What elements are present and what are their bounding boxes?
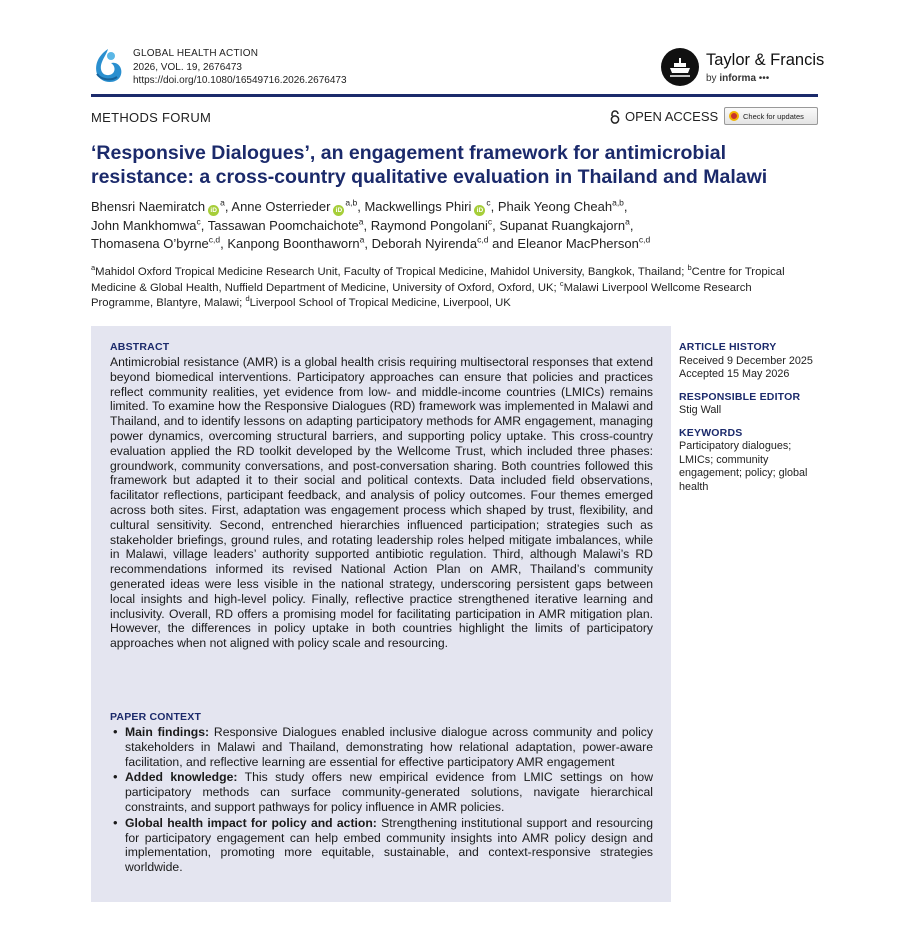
open-access-badge xyxy=(610,109,718,124)
journal-header xyxy=(91,45,825,93)
author-name[interactable]: Anne Osterrieder xyxy=(231,199,331,214)
publisher-emblem-icon xyxy=(661,48,699,86)
article-title: ‘Responsive Dialogues’, an engagement framework for antimicrobial resistance: a cross-country qualitative evaluation in Thailand and Malawi xyxy=(91,142,768,188)
list-item xyxy=(110,725,653,769)
publisher-logo[interactable] xyxy=(661,48,825,90)
check-updates-button[interactable] xyxy=(724,107,818,125)
abstract-box xyxy=(91,326,671,902)
publisher-dots: ••• xyxy=(758,73,770,84)
author-name[interactable]: Tassawan Poomchaichote xyxy=(207,217,359,233)
author-affiliation: c xyxy=(486,197,491,208)
list-item xyxy=(110,770,653,814)
author-affiliation: a xyxy=(220,197,225,208)
keywords-text: Participatory dialogues; LMICs; community engagement; policy; global health xyxy=(679,440,808,493)
context-item-text: Responsive Dialogues enabled inclusive dialogue across community and policy stakeholders in Malawi and Thailand, demonstrating how relational adaptation, power-aware facilitation, and reflective learning are essential for effective participatory AMR engagement xyxy=(125,725,653,769)
orcid-icon[interactable]: iD xyxy=(208,205,219,216)
editor-heading: RESPONSIBLE EDITOR xyxy=(679,390,801,403)
open-lock-icon xyxy=(610,110,620,124)
affiliation-text: Centre for Tropical Medicine & Global Health, Nuffield Department of Medicine, University of Oxford, Oxford, UK; xyxy=(91,266,785,294)
history-heading: ARTICLE HISTORY xyxy=(679,341,777,353)
author-name[interactable]: John Mankhomwa xyxy=(91,217,197,233)
keywords xyxy=(679,427,819,495)
paper-context-heading: PAPER CONTEXT xyxy=(110,711,202,723)
publisher-byline xyxy=(706,73,769,84)
context-item-label: Added knowledge: xyxy=(125,770,238,785)
editor-name: Stig Wall xyxy=(679,404,722,416)
context-item-label: Global health impact for policy and action: xyxy=(125,815,377,830)
journal-name: GLOBAL HEALTH ACTION xyxy=(133,48,259,59)
author-name[interactable]: Supanat Ruangkajorn xyxy=(499,217,626,233)
affiliation-text: Liverpool School of Tropical Medicine, Liverpool, UK xyxy=(249,297,511,309)
author-name[interactable]: Raymond Pongolani xyxy=(370,217,488,233)
orcid-icon[interactable]: iD xyxy=(333,205,344,216)
author-affiliation: a xyxy=(359,234,365,245)
author-name[interactable]: Eleanor MacPherson xyxy=(517,236,639,251)
author-affiliation: a,b xyxy=(345,197,358,208)
publisher-name: Taylor & Francis xyxy=(706,51,825,69)
doi-link[interactable]: https://doi.org/10.1080/16549716.2026.2676473 xyxy=(133,75,347,86)
received-date: Received 9 December 2025 xyxy=(679,354,813,367)
affiliation-marker: c xyxy=(559,278,564,288)
author-name[interactable]: Thomasena O’byrne xyxy=(91,236,209,251)
article-history xyxy=(679,341,819,382)
context-item-text: Strengthening institutional support and resourcing for participatory engagement can help embed community insights into AMR policy design and implementation, promoting more equitable, sustainable, and context-responsive strategies worldwide. xyxy=(125,815,653,875)
orcid-icon[interactable]: iD xyxy=(474,205,485,216)
author-affiliation: a,b xyxy=(612,197,624,208)
keywords-heading: KEYWORDS xyxy=(679,426,743,439)
affiliation-text: Malawi Liverpool Wellcome Research Programme, Blantyre, Malawi; xyxy=(91,281,752,309)
check-updates-label: Check for updates xyxy=(743,111,804,121)
accepted-date: Accepted 15 May 2026 xyxy=(679,368,790,380)
author-affiliation: c xyxy=(196,216,201,227)
paper-context-list xyxy=(110,725,653,876)
context-item-text: This study offers new empirical evidence from LMIC settings on how participatory methods can surface community-generated solutions, navigate hierarchical constraints, and support pathways for policy influence in AMR policies. xyxy=(125,770,653,814)
header-rule xyxy=(91,94,818,97)
author-affiliation: a xyxy=(358,216,364,227)
abstract-text: Antimicrobial resistance (AMR) is a global health crisis requiring multisectoral responses that extend beyond biomedical interventions. Participatory approaches can ensure that policies and practices reflect community realities, yet evidence from low- and middle-income countries (LMICs) remains limited. To examine how the Responsive Dialogues (RD) framework was implemented in Malawi and Thailand, and to identify lessons on adapting participatory methods for AMR engagement, managing power dynamics, overcoming structural barriers, and supporting policy uptake. This cross-country evaluation applied the RD toolkit developed by the Wellcome Trust, which included three phases: groundwork, community conversations, and post-conversation sharing. Both countries followed this framework but adapted it to their social and political contexts. Data included field observations, facilitator reflections, participant feedback, and analysis of policy outcomes. Four themes emerged across both sites. First, adaptation was engagement process which shaped by trust, flexibility, and cultural sensitivity. Second, entrenched hierarchies influenced participation; strategies such as stakeholder briefings, ground rules, and rotating leadership roles helped mitigate imbalances, while in Malawi, village leaders’ authority supported antibiotic regulation. Third, although Malawi’s RD recommendations informed its revised National Action Plan on AMR, Thailand’s community generated ideas were less visible in the national strategy, underscoring persistent gaps between local insights and high-level policy. Finally, reflective practice strengthened iterative learning and inclusivity. Overall, RD offers a promising model for facilitating participation in AMR mitigation plan. However, the differences in policy uptake in both countries highlight the limits of participatory approaches when not aligned with policy scale and resourcing. xyxy=(110,355,653,651)
publisher-parent: informa xyxy=(719,73,757,84)
author-affiliation: c xyxy=(487,216,493,227)
author-name[interactable]: Mackwellings Phiri xyxy=(364,199,472,214)
list-item xyxy=(110,816,653,875)
author-name[interactable]: Phaik Yeong Cheah xyxy=(497,199,613,214)
author-affiliation: c,d xyxy=(208,234,221,245)
abstract-heading: ABSTRACT xyxy=(110,341,170,353)
affiliation-marker: a xyxy=(91,263,96,273)
section-label: METHODS FORUM xyxy=(91,110,212,125)
affiliations xyxy=(91,265,811,312)
publisher-by: by xyxy=(706,73,717,84)
journal-logo-icon xyxy=(91,47,125,87)
author-affiliation: a xyxy=(625,216,630,227)
open-access-label: OPEN ACCESS xyxy=(625,109,719,124)
author-name[interactable]: Bhensri Naemiratch xyxy=(91,199,206,214)
check-updates-icon xyxy=(729,111,739,121)
author-name[interactable]: Deborah Nyirenda xyxy=(371,236,478,251)
article-sidebar xyxy=(679,341,819,503)
volume-line: 2026, VOL. 19, 2676473 xyxy=(133,61,242,73)
affiliation-text: Mahidol Oxford Tropical Medicine Research Unit, Faculty of Tropical Medicine, Mahidol University, Bangkok, Thailand; xyxy=(95,266,688,278)
author-affiliation: c,d xyxy=(477,234,489,245)
author-name[interactable]: Kanpong Boonthaworn xyxy=(227,236,360,251)
authors-and: and xyxy=(492,236,514,251)
author-list: Bhensri Naemiratch $iD^a$, Anne Osterrieder iD$^{a,b}$, Mackwellings Phiri $iD^c$, Phaik Yeong Cheah$^{a,b}$, John Mankhomwa$^c$, Tassawan Poomchaichote$^a$, Raymond Pongolani$^c$, Supanat Ruangkajorn$^a$, Thomasena O’byrne$^{c,d}$, Kanpong Boonthaworn$^a$, Deborah Nyirenda$^{c,d}$ and Eleanor MacPherson$^{c,d}$ xyxy=(91,197,651,251)
affiliation-marker: b xyxy=(687,263,692,273)
context-item-label: Main findings: xyxy=(125,725,210,739)
affiliation-marker: d xyxy=(245,294,250,304)
responsible-editor xyxy=(679,391,819,418)
author-affiliation: c,d xyxy=(638,234,651,245)
journal-info xyxy=(133,47,347,88)
